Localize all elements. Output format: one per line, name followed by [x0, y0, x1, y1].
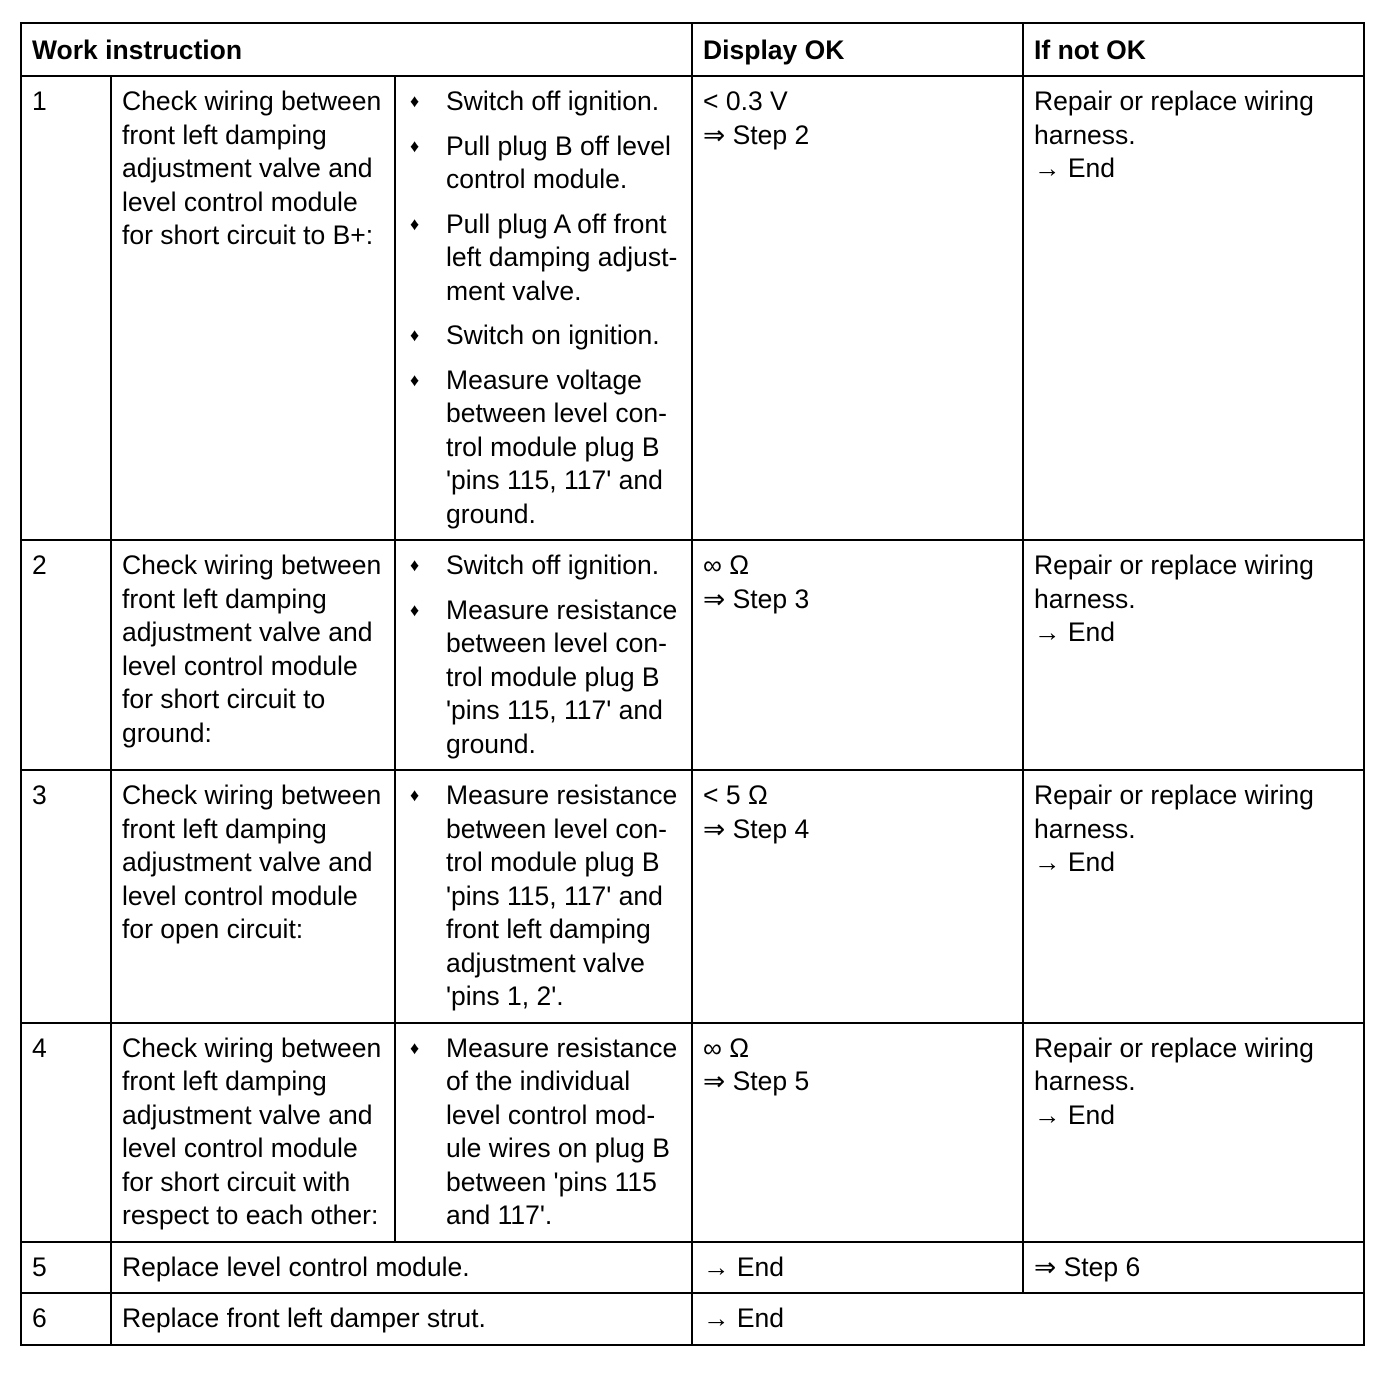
ok-next-step: ⇒ Step 5 [703, 1066, 810, 1096]
step-check-description: Check wiring between front left damping adjustment valve and level control module for short circuit to ground: [111, 540, 395, 770]
diamond-bullet-icon: ♦ [410, 785, 420, 805]
ok-value: < 5 Ω [703, 780, 768, 810]
display-ok-cell: → End [692, 1293, 1364, 1345]
not-ok-next-step: → End [1034, 153, 1116, 183]
step-rows [21, 76, 1364, 1242]
step-row-2 [21, 540, 1364, 770]
action-text: Measure voltage between level con-trol module plug B 'pins 115, 117' and ground. [446, 364, 667, 529]
action-text: Pull plug B off level control module. [446, 130, 671, 194]
header-if-not-ok: If not OK [1023, 23, 1364, 76]
step-number: 3 [21, 770, 111, 1023]
step-check-description: Check wiring between front left damping adjustment valve and level control module for short circuit with respect to each other: [111, 1023, 395, 1242]
action-list [406, 549, 681, 761]
header-work-instruction: Work instruction [21, 23, 692, 76]
action-text: Switch on ignition. [446, 320, 660, 350]
if-not-ok-cell [1023, 540, 1364, 770]
action-text: Switch off ignition. [446, 550, 660, 580]
step-row-5 [21, 1242, 1364, 1294]
diamond-bullet-icon: ♦ [410, 599, 420, 620]
ok-next-step: ⇒ Step 4 [703, 813, 810, 844]
display-ok-cell [692, 76, 1023, 540]
diamond-bullet-icon: ♦ [410, 369, 420, 390]
step-check-description: Check wiring between front left damping adjustment valve and level control module for short circuit to B+: [111, 76, 395, 540]
step-actions-cell [395, 76, 692, 540]
action-item [406, 779, 681, 1014]
ok-next-step: ⇒ Step 2 [703, 119, 810, 150]
action-item [406, 1032, 681, 1233]
action-item [406, 208, 681, 309]
diamond-bullet-icon: ♦ [410, 325, 420, 345]
action-item [406, 85, 681, 119]
step-check-description: Check wiring between front left damping adjustment valve and level control module for open circuit: [111, 770, 395, 1023]
header-display-ok: Display OK [692, 23, 1023, 76]
step-instruction: Replace front left damper strut. [111, 1293, 692, 1345]
if-not-ok-cell [1023, 76, 1364, 540]
ok-value: < 0.3 V [703, 86, 788, 116]
action-item [406, 319, 681, 353]
step-row-4 [21, 1023, 1364, 1242]
action-text: Measure resistance of the individual level control mod-ule wires on plug B between 'pins 115 and 117'. [446, 1032, 678, 1230]
not-ok-next-step: → End [1034, 617, 1116, 647]
action-text: Measure resistance between level con-trol module plug B 'pins 115, 117' and ground. [446, 594, 678, 759]
action-item [406, 549, 681, 583]
action-item [406, 364, 681, 532]
ok-value: ∞ Ω [703, 550, 750, 580]
step-number: 6 [21, 1293, 111, 1345]
not-ok-action: Repair or replace wiring harness. [1034, 1032, 1314, 1096]
ok-value: ∞ Ω [703, 1032, 750, 1063]
not-ok-action: Repair or replace wiring harness. [1034, 86, 1314, 150]
action-text: Measure resistance between level con-trol module plug B 'pins 115, 117' and front left damping adjustment valve 'pins 1, 2'. [446, 780, 678, 1011]
if-not-ok-cell [1023, 770, 1364, 1023]
display-ok-cell: → End [692, 1242, 1023, 1294]
diamond-bullet-icon: ♦ [410, 135, 420, 156]
step-number: 1 [21, 76, 111, 540]
not-ok-action: Repair or replace wiring harness. [1034, 780, 1314, 844]
step-number: 2 [21, 540, 111, 770]
if-not-ok-cell: ⇒ Step 6 [1023, 1242, 1364, 1294]
step-instruction: Replace level control module. [111, 1242, 692, 1294]
step-actions-cell [395, 1023, 692, 1242]
step-row-3 [21, 770, 1364, 1023]
action-list [406, 85, 681, 531]
ok-next-step: ⇒ Step 3 [703, 583, 810, 614]
step-actions-cell [395, 540, 692, 770]
step-row-1 [21, 76, 1364, 540]
not-ok-action: Repair or replace wiring harness. [1034, 550, 1314, 614]
action-text: Switch off ignition. [446, 86, 660, 116]
header-row [21, 23, 1364, 76]
display-ok-cell [692, 1023, 1023, 1242]
step-number: 4 [21, 1023, 111, 1242]
work-instruction-table [20, 22, 1365, 1346]
action-list [406, 1032, 681, 1233]
diamond-bullet-icon: ♦ [410, 91, 420, 111]
action-item [406, 130, 681, 197]
step-actions-cell [395, 770, 692, 1023]
if-not-ok-cell [1023, 1023, 1364, 1242]
display-ok-cell [692, 770, 1023, 1023]
diamond-bullet-icon: ♦ [410, 555, 420, 575]
action-list [406, 779, 681, 1014]
action-item [406, 594, 681, 762]
step-number: 5 [21, 1242, 111, 1294]
diamond-bullet-icon: ♦ [410, 213, 420, 234]
step-row-6 [21, 1293, 1364, 1345]
diamond-bullet-icon: ♦ [410, 1037, 420, 1058]
display-ok-cell [692, 540, 1023, 770]
not-ok-next-step: → End [1034, 1099, 1116, 1130]
not-ok-next-step: → End [1034, 847, 1116, 877]
action-text: Pull plug A off front left damping adjust-ment valve. [446, 208, 678, 306]
